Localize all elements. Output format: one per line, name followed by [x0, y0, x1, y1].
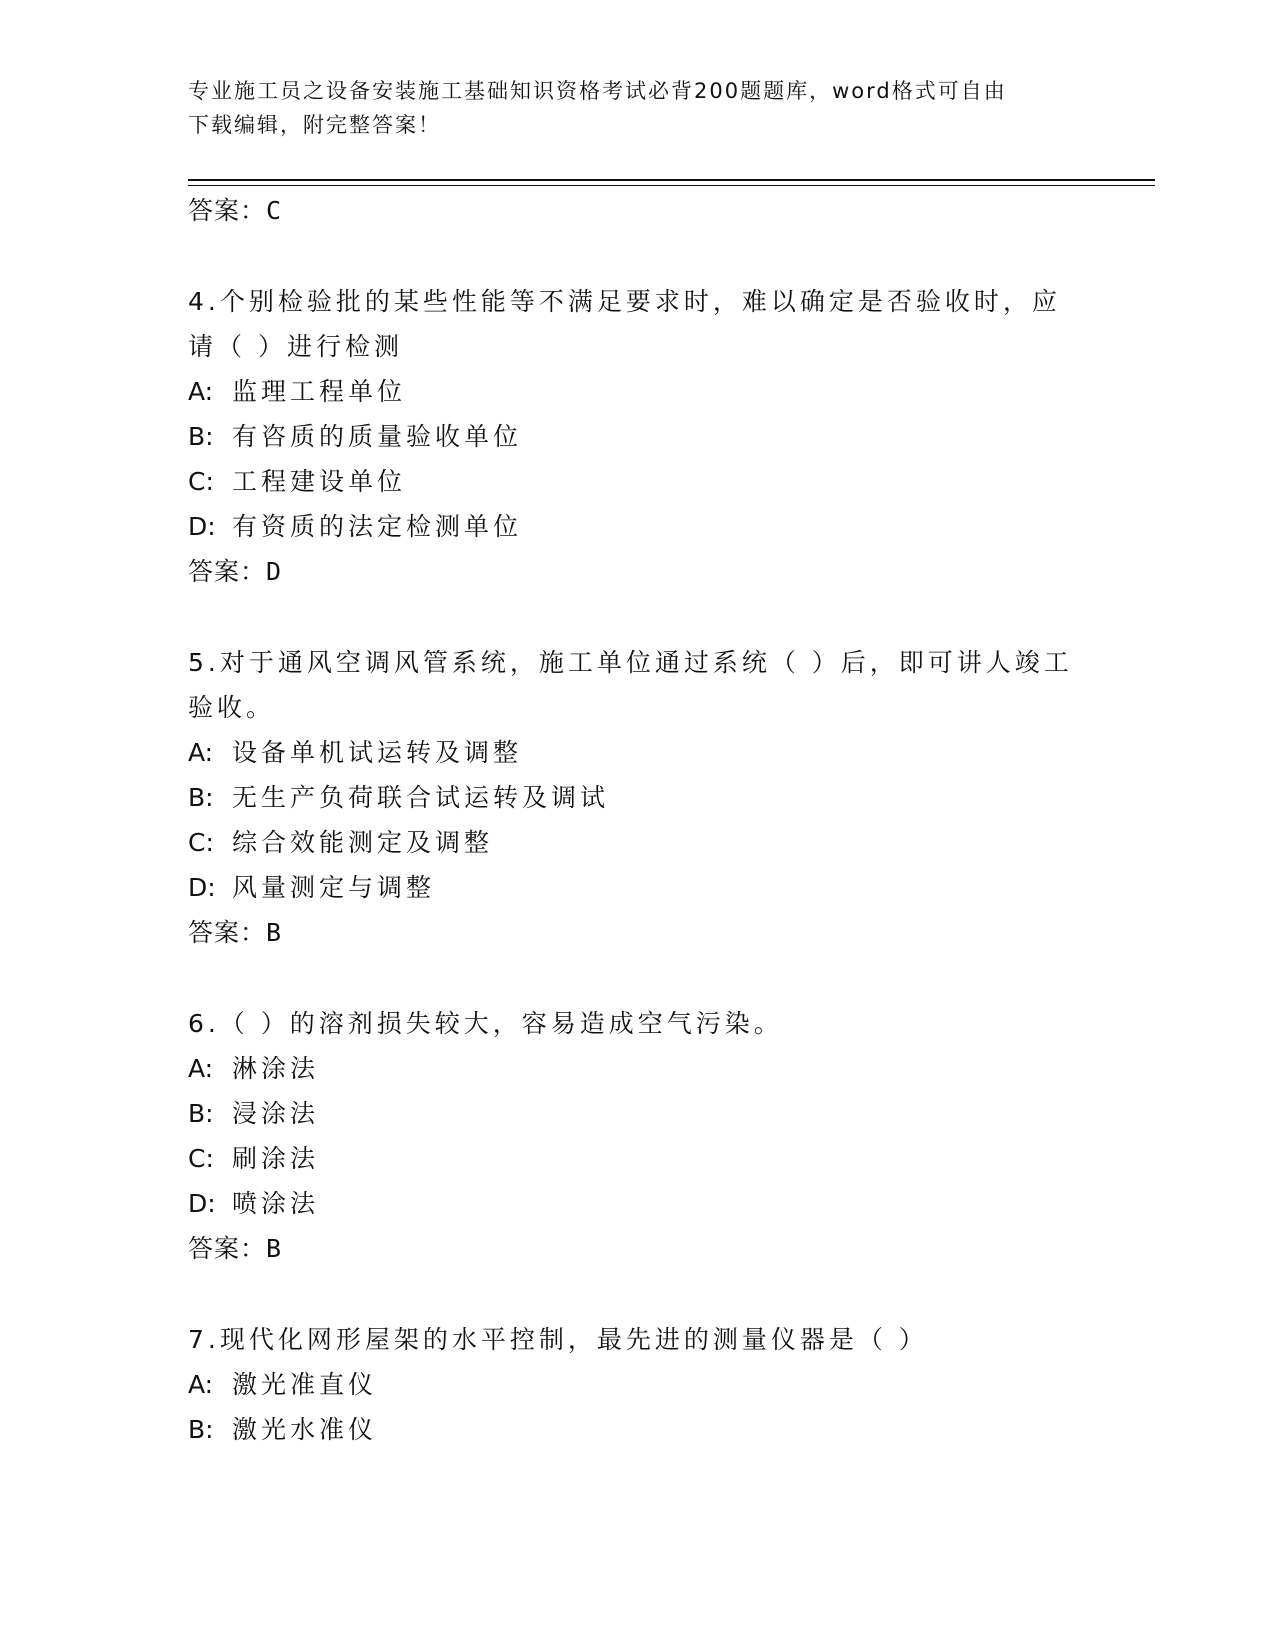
option-text: 综合效能测定及调整	[232, 828, 494, 857]
header-line-1: 专业施工员之设备安装施工基础知识资格考试必背200题题库，word格式可自由	[188, 79, 1007, 103]
option-key: B:	[188, 422, 214, 451]
question-stem: 7.现代化网形屋架的水平控制，最先进的测量仪器是（ ）	[188, 1325, 928, 1354]
option-b	[188, 1091, 1155, 1136]
option-b	[188, 775, 1155, 820]
option-key: D:	[188, 873, 216, 902]
option-text: 浸涂法	[232, 1099, 320, 1128]
option-text: 工程建设单位	[232, 467, 407, 496]
answer-label: 答案：	[188, 918, 267, 947]
question-block	[188, 1001, 1155, 1271]
option-key: D:	[188, 512, 216, 541]
answer-line	[188, 1226, 1155, 1271]
option-c	[188, 459, 1155, 504]
document-header	[188, 74, 1088, 142]
answer-value: B	[266, 1234, 283, 1263]
question-stem-continued: 验收。	[188, 693, 276, 722]
answer-line	[188, 549, 1155, 594]
option-a	[188, 1362, 1155, 1407]
option-key: C:	[188, 828, 214, 857]
option-text: 激光准直仪	[232, 1370, 378, 1399]
option-text: 有资质的法定检测单位	[232, 512, 523, 541]
option-text: 刷涂法	[232, 1144, 320, 1173]
option-key: D:	[188, 1189, 216, 1218]
option-text: 无生产负荷联合试运转及调试	[232, 783, 610, 812]
option-text: 激光水准仪	[232, 1415, 378, 1444]
answer-label: 答案：	[188, 1234, 267, 1263]
option-text: 有咨质的质量验收单位	[232, 422, 523, 451]
option-key: C:	[188, 467, 214, 496]
option-c	[188, 820, 1155, 865]
answer-label: 答案：	[188, 196, 267, 225]
option-key: A:	[188, 377, 214, 406]
question-list	[188, 188, 1155, 1452]
option-text: 设备单机试运转及调整	[232, 738, 523, 767]
option-key: B:	[188, 783, 214, 812]
option-key: C:	[188, 1144, 214, 1173]
option-key: A:	[188, 1054, 214, 1083]
answer-value: D	[266, 557, 283, 586]
option-b	[188, 1407, 1155, 1452]
answer-value: B	[266, 918, 283, 947]
option-a	[188, 1046, 1155, 1091]
question-block	[188, 640, 1155, 955]
header-line-2: 下载编辑，附完整答案！	[188, 113, 441, 137]
question-stem: 5.对于通风空调风管系统，施工单位通过系统（ ）后，即可讲人竣工	[188, 648, 1073, 677]
option-key: A:	[188, 738, 214, 767]
option-d	[188, 865, 1155, 910]
option-c	[188, 1136, 1155, 1181]
question-block	[188, 1317, 1155, 1452]
option-text: 淋涂法	[232, 1054, 320, 1083]
option-key: B:	[188, 1099, 214, 1128]
header-rule-thick	[188, 179, 1155, 181]
option-text: 喷涂法	[232, 1189, 320, 1218]
option-a	[188, 730, 1155, 775]
question-stem: 4.个别检验批的某些性能等不满足要求时，难以确定是否验收时，应	[188, 287, 1061, 316]
option-key: A:	[188, 1370, 214, 1399]
question-block	[188, 279, 1155, 594]
option-text: 监理工程单位	[232, 377, 407, 406]
option-a	[188, 369, 1155, 414]
option-d	[188, 1181, 1155, 1226]
question-stem: 6.（ ）的溶剂损失较大，容易造成空气污染。	[188, 1009, 783, 1038]
option-d	[188, 504, 1155, 549]
header-rule-thin	[188, 185, 1155, 186]
answer-label: 答案：	[188, 557, 267, 586]
option-text: 风量测定与调整	[232, 873, 436, 902]
option-b	[188, 414, 1155, 459]
option-key: B:	[188, 1415, 214, 1444]
answer-value: C	[266, 196, 283, 225]
question-stem-continued: 请（ ）进行检测	[188, 332, 403, 361]
answer-line	[188, 188, 1155, 233]
answer-line	[188, 910, 1155, 955]
